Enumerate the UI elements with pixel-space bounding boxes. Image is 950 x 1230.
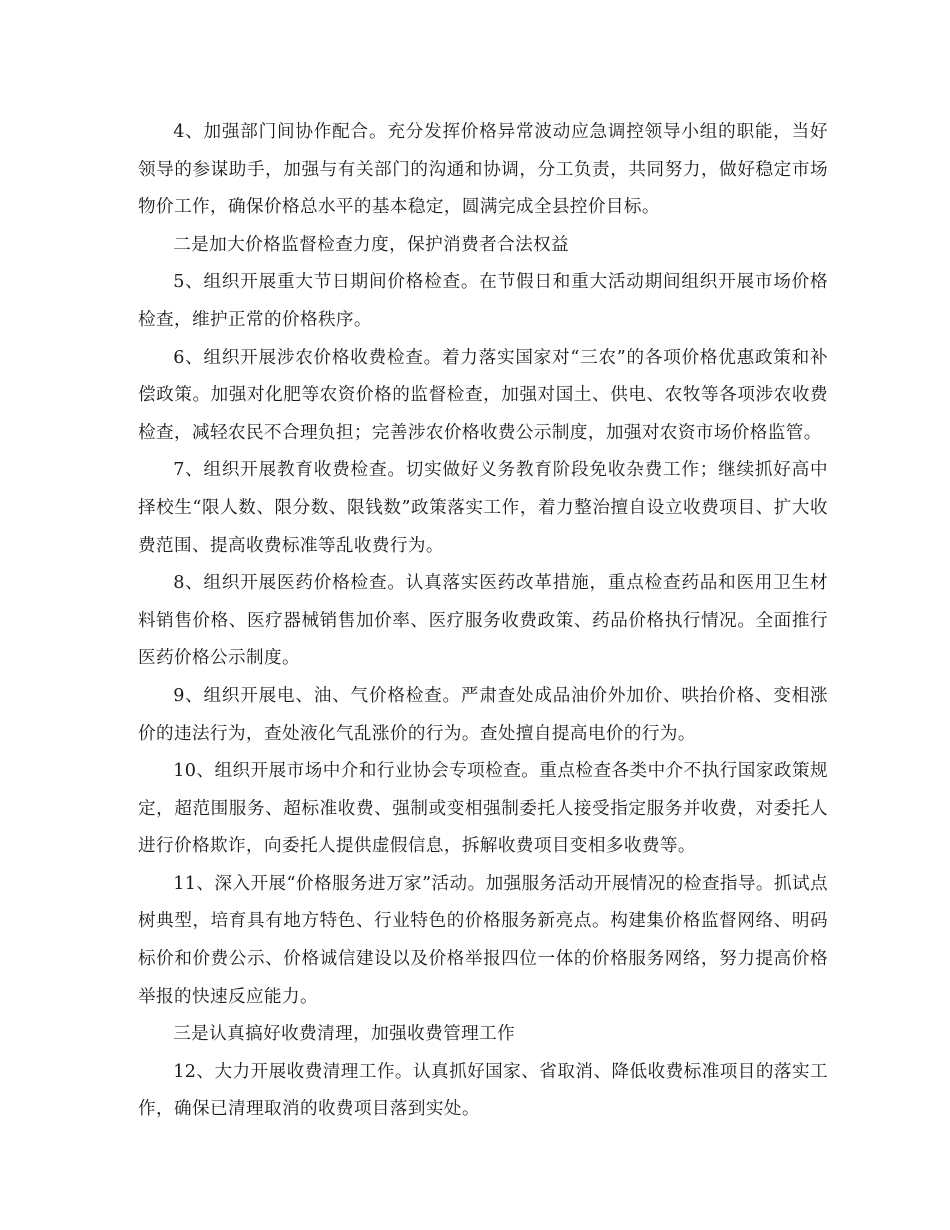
- paragraph-item-4: 4、加强部门间协作配合。充分发挥价格异常波动应急调控领导小组的职能，当好领导的参谋助手，加强与有关部门的沟通和协调，分工负责，共同努力，做好稳定市场物价工作，确保价格总水平的基本稳定，圆满完成全县控价目标。: [138, 122, 828, 218]
- paragraph-item-10: 10、组织开展市场中介和行业协会专项检查。重点检查各类中介不执行国家政策规定，超范围服务、超标准收费、强制或变相强制委托人接受指定服务并收费，对委托人进行价格欺诈，向委托人提供虚假信息，拆解收费项目变相多收费等。: [138, 761, 828, 857]
- section-heading-2: 二是加大价格监督检查力度，保护消费者合法权益: [173, 234, 570, 255]
- paragraph-item-12: 12、大力开展收费清理工作。认真抓好国家、省取消、降低收费标准项目的落实工作，确保已清理取消的收费项目落到实处。: [138, 1061, 828, 1120]
- paragraph-item-8: 8、组织开展医药价格检查。认真落实医药改革措施，重点检查药品和医用卫生材料销售价格、医疗器械销售加价率、医疗服务收费政策、药品价格执行情况。全面推行医药价格公示制度。: [138, 573, 828, 669]
- document-body: [138, 114, 828, 1129]
- paragraph-item-9: 9、组织开展电、油、气价格检查。严肃查处成品油价外加价、哄抬价格、变相涨价的违法行为，查处液化气乱涨价的行为。查处擅自提高电价的行为。: [138, 685, 828, 744]
- paragraph-item-6: 6、组织开展涉农价格收费检查。着力落实国家对“三农”的各项价格优惠政策和补偿政策。加强对化肥等农资价格的监督检查，加强对国土、供电、农牧等各项涉农收费检查，减轻农民不合理负担；完善涉农价格收费公示制度，加强对农资市场价格监管。: [138, 347, 828, 443]
- paragraph-item-11: 11、深入开展“价格服务进万家”活动。加强服务活动开展情况的检查指导。抓试点树典型，培育具有地方特色、行业特色的价格服务新亮点。构建集价格监督网络、明码标价和价费公示、价格诚信建设以及价格举报四位一体的价格服务网络，努力提高价格举报的快速反应能力。: [138, 873, 828, 1007]
- paragraph-item-7: 7、组织开展教育收费检查。切实做好义务教育阶段免收杂费工作；继续抓好高中择校生“限人数、限分数、限钱数”政策落实工作，着力整治擅自设立收费项目、扩大收费范围、提高收费标准等乱收费行为。: [138, 460, 828, 556]
- paragraph-item-5: 5、组织开展重大节日期间价格检查。在节假日和重大活动期间组织开展市场价格检查，维护正常的价格秩序。: [138, 272, 828, 330]
- section-heading-3: 三是认真搞好收费清理，加强收费管理工作: [173, 1024, 516, 1045]
